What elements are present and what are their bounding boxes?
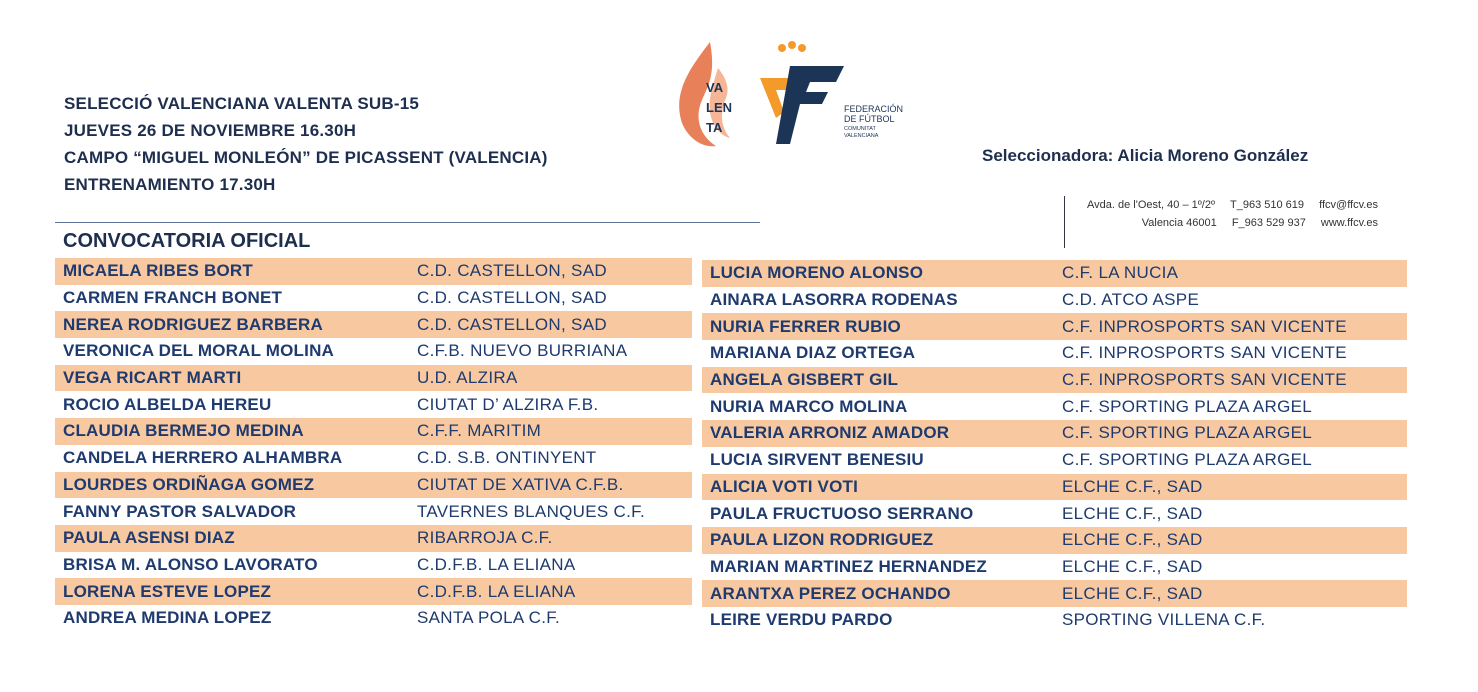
player-row bbox=[702, 260, 1407, 287]
list-title: CONVOCATORIA OFICIAL bbox=[63, 230, 311, 252]
player-row bbox=[55, 311, 692, 338]
player-name: NEREA RODRIGUEZ BARBERA bbox=[63, 314, 323, 334]
player-club: CIUTAT D’ ALZIRA F.B. bbox=[417, 394, 599, 414]
player-name: ROCIO ALBELDA HEREU bbox=[63, 394, 272, 414]
ffcv-line-3: COMUNITAT bbox=[844, 126, 876, 132]
valenta-letters-3: TA bbox=[706, 120, 723, 135]
player-club: C.D.F.B. LA ELIANA bbox=[417, 554, 576, 574]
event-venue: CAMPO “MIGUEL MONLEÓN” DE PICASSENT (VALENCIA) bbox=[64, 148, 548, 167]
player-name: NURIA FERRER RUBIO bbox=[710, 316, 901, 336]
player-club: C.D.F.B. LA ELIANA bbox=[417, 581, 576, 601]
player-club: TAVERNES BLANQUES C.F. bbox=[417, 501, 645, 521]
roster-right bbox=[702, 260, 1407, 634]
player-name: LORENA ESTEVE LOPEZ bbox=[63, 581, 272, 601]
ffcv-line-1: FEDERACIÓN bbox=[844, 104, 904, 114]
player-row bbox=[702, 607, 1407, 634]
player-row bbox=[55, 525, 692, 552]
player-row bbox=[702, 340, 1407, 367]
player-row bbox=[702, 554, 1407, 581]
player-name: ANGELA GISBERT GIL bbox=[710, 370, 899, 390]
player-row bbox=[55, 552, 692, 579]
player-row bbox=[55, 258, 692, 285]
player-name: CARMEN FRANCH BONET bbox=[63, 288, 283, 308]
player-row bbox=[702, 527, 1407, 554]
player-row bbox=[702, 287, 1407, 314]
valenta-letters-1: VA bbox=[706, 80, 724, 95]
street: Avda. de l'Oest, 40 – 1º/2º bbox=[1087, 199, 1215, 211]
roster-left bbox=[55, 258, 692, 632]
player-row bbox=[55, 285, 692, 312]
player-name: MARIANA DIAZ ORTEGA bbox=[710, 343, 916, 363]
player-club: C.F. SPORTING PLAZA ARGEL bbox=[1062, 423, 1312, 443]
player-row bbox=[702, 447, 1407, 474]
player-club: C.F. SPORTING PLAZA ARGEL bbox=[1062, 450, 1312, 470]
player-club: SPORTING VILLENA C.F. bbox=[1062, 610, 1266, 630]
player-name: FANNY PASTOR SALVADOR bbox=[63, 501, 297, 521]
logos bbox=[672, 38, 912, 156]
player-club: ELCHE C.F., SAD bbox=[1062, 476, 1203, 496]
player-club: ELCHE C.F., SAD bbox=[1062, 556, 1203, 576]
player-club: U.D. ALZIRA bbox=[417, 368, 518, 388]
player-club: RIBARROJA C.F. bbox=[417, 528, 553, 548]
player-name: LEIRE VERDU PARDO bbox=[710, 610, 893, 630]
player-club: C.D. CASTELLON, SAD bbox=[417, 261, 607, 281]
player-name: AINARA LASORRA RODENAS bbox=[710, 290, 958, 310]
player-row bbox=[55, 418, 692, 445]
player-name: BRISA M. ALONSO LAVORATO bbox=[63, 554, 318, 574]
player-row bbox=[55, 391, 692, 418]
player-club: ELCHE C.F., SAD bbox=[1062, 530, 1203, 550]
player-club: C.F.F. MARITIM bbox=[417, 421, 542, 441]
player-row bbox=[702, 367, 1407, 394]
event-header bbox=[64, 90, 548, 198]
player-club: C.D. ATCO ASPE bbox=[1062, 290, 1200, 310]
training-time: ENTRENAMIENTO 17.30H bbox=[64, 175, 276, 194]
player-name: LUCIA SIRVENT BENESIU bbox=[710, 450, 924, 470]
player-name: PAULA ASENSI DIAZ bbox=[63, 528, 235, 548]
player-name: VERONICA DEL MORAL MOLINA bbox=[63, 341, 335, 361]
address-line-2 bbox=[1075, 214, 1378, 232]
player-row bbox=[55, 605, 692, 632]
city: Valencia 46001 bbox=[1141, 217, 1217, 229]
event-date: JUEVES 26 DE NOVIEMBRE 16.30H bbox=[64, 121, 357, 140]
fax: F_963 529 937 bbox=[1231, 217, 1306, 229]
valenta-logo bbox=[672, 38, 912, 156]
player-name: NURIA MARCO MOLINA bbox=[710, 396, 908, 416]
player-row bbox=[55, 472, 692, 499]
player-name: PAULA LIZON RODRIGUEZ bbox=[710, 530, 934, 550]
player-name: PAULA FRUCTUOSO SERRANO bbox=[710, 503, 974, 523]
player-row bbox=[55, 445, 692, 472]
ffcv-line-4: VALENCIANA bbox=[844, 133, 879, 139]
player-club: CIUTAT DE XATIVA C.F.B. bbox=[417, 474, 624, 494]
player-club: C.F. SPORTING PLAZA ARGEL bbox=[1062, 396, 1312, 416]
player-row bbox=[702, 313, 1407, 340]
player-name: ANDREA MEDINA LOPEZ bbox=[63, 608, 272, 628]
player-club: C.F. INPROSPORTS SAN VICENTE bbox=[1062, 316, 1347, 336]
email: ffcv@ffcv.es bbox=[1319, 199, 1378, 211]
phone: T_963 510 619 bbox=[1230, 199, 1305, 211]
player-club: C.F. INPROSPORTS SAN VICENTE bbox=[1062, 370, 1347, 390]
player-row bbox=[702, 500, 1407, 527]
player-name: MARIAN MARTINEZ HERNANDEZ bbox=[710, 556, 987, 576]
player-club: SANTA POLA C.F. bbox=[417, 608, 561, 628]
website: www.ffcv.es bbox=[1320, 217, 1378, 229]
player-name: LUCIA MORENO ALONSO bbox=[710, 263, 924, 283]
address-line-1 bbox=[1075, 196, 1378, 214]
player-club: C.F. INPROSPORTS SAN VICENTE bbox=[1062, 343, 1347, 363]
player-name: CLAUDIA BERMEJO MEDINA bbox=[63, 421, 304, 441]
player-row bbox=[702, 420, 1407, 447]
player-name: MICAELA RIBES BORT bbox=[63, 261, 253, 281]
player-row bbox=[55, 365, 692, 392]
ffcv-line-2: DE FÚTBOL bbox=[844, 114, 895, 124]
coach-name: Seleccionadora: Alicia Moreno González bbox=[982, 146, 1309, 165]
player-row bbox=[702, 580, 1407, 607]
player-row bbox=[702, 474, 1407, 501]
player-row bbox=[702, 393, 1407, 420]
player-name: VALERIA ARRONIZ AMADOR bbox=[710, 423, 950, 443]
team-title: SELECCIÓ VALENCIANA VALENTA SUB-15 bbox=[64, 94, 420, 113]
valenta-letters-2: LEN bbox=[706, 100, 732, 115]
player-club: ELCHE C.F., SAD bbox=[1062, 583, 1203, 603]
player-club: C.D. CASTELLON, SAD bbox=[417, 314, 607, 334]
player-club: ELCHE C.F., SAD bbox=[1062, 503, 1203, 523]
player-name: VEGA RICART MARTI bbox=[63, 368, 242, 388]
player-row bbox=[55, 578, 692, 605]
player-name: CANDELA HERRERO ALHAMBRA bbox=[63, 448, 343, 468]
player-club: C.F.B. NUEVO BURRIANA bbox=[417, 341, 628, 361]
player-row bbox=[55, 498, 692, 525]
list-title-bar bbox=[55, 222, 760, 257]
player-name: LOURDES ORDIÑAGA GOMEZ bbox=[63, 474, 315, 494]
player-row bbox=[55, 338, 692, 365]
player-name: ARANTXA PEREZ OCHANDO bbox=[710, 583, 951, 603]
federation-address bbox=[1064, 196, 1378, 248]
player-club: C.D. S.B. ONTINYENT bbox=[417, 448, 597, 468]
player-name: ALICIA VOTI VOTI bbox=[710, 476, 859, 496]
player-club: C.F. LA NUCIA bbox=[1062, 263, 1179, 283]
player-club: C.D. CASTELLON, SAD bbox=[417, 288, 607, 308]
